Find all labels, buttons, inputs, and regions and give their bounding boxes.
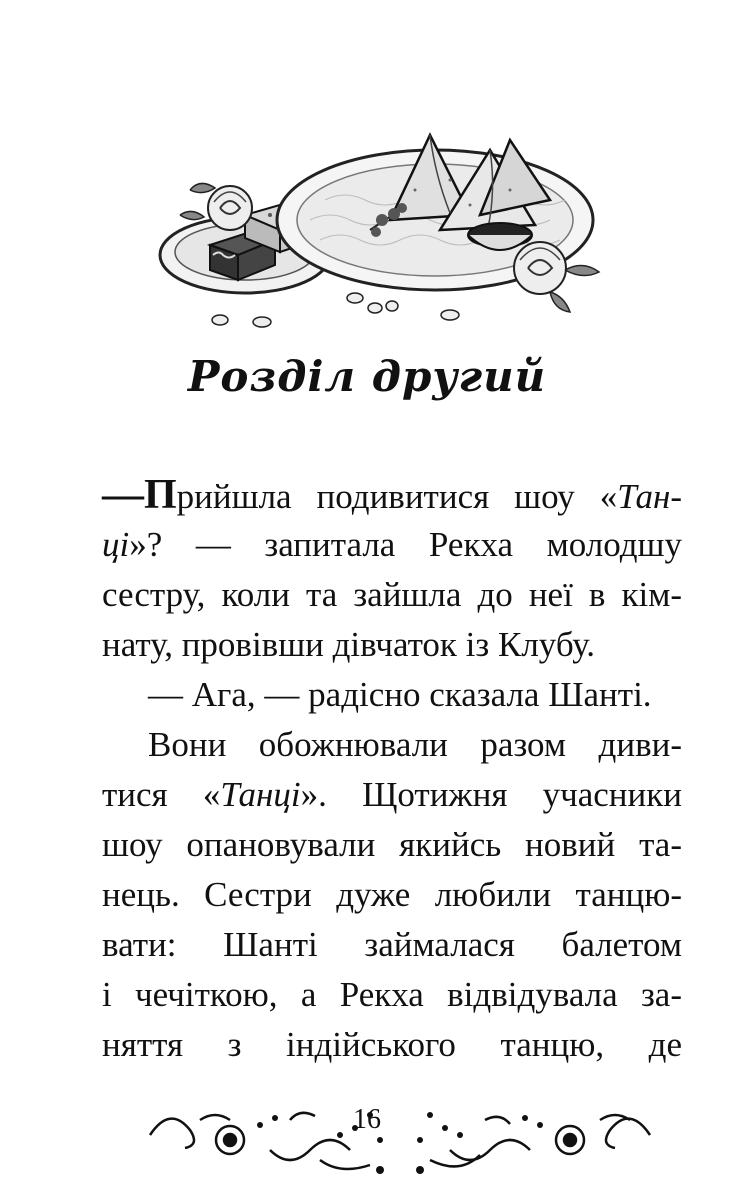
- text-line: сестру, коли та зайшла до неї в кім-: [102, 575, 682, 614]
- text-line: тися «Танці». Щотижня учасники: [102, 775, 682, 814]
- petals: [212, 293, 459, 327]
- food-illustration: [150, 120, 610, 335]
- text-line: нату, провівши дівчаток із Клубу.: [102, 625, 596, 664]
- rose-left: [180, 183, 252, 230]
- text-line: Вони обожнювали разом диви-: [148, 725, 682, 764]
- text-line: — Ага, — радісно сказала Шанті.: [148, 675, 652, 714]
- text-line: вати: Шанті займалася балетом: [102, 925, 682, 964]
- page-number: 16: [353, 1104, 381, 1135]
- text-line: —Прийшла подивитися шоу «Тан-: [102, 472, 682, 518]
- chapter-title: Розділ другий: [187, 352, 547, 401]
- text-line: і чечіткою, а Рекха відвідувала за-: [102, 975, 682, 1014]
- text-line: шоу опановували якийсь новий та-: [102, 825, 682, 864]
- rose-right: [514, 242, 599, 312]
- text-line: ці»? — запитала Рекха молодшу: [102, 525, 682, 564]
- body-text: [102, 470, 682, 1070]
- text-line: нець. Сестри дуже любили танцю-: [102, 875, 682, 914]
- text-line: няття з індійського танцю, де: [102, 1025, 682, 1064]
